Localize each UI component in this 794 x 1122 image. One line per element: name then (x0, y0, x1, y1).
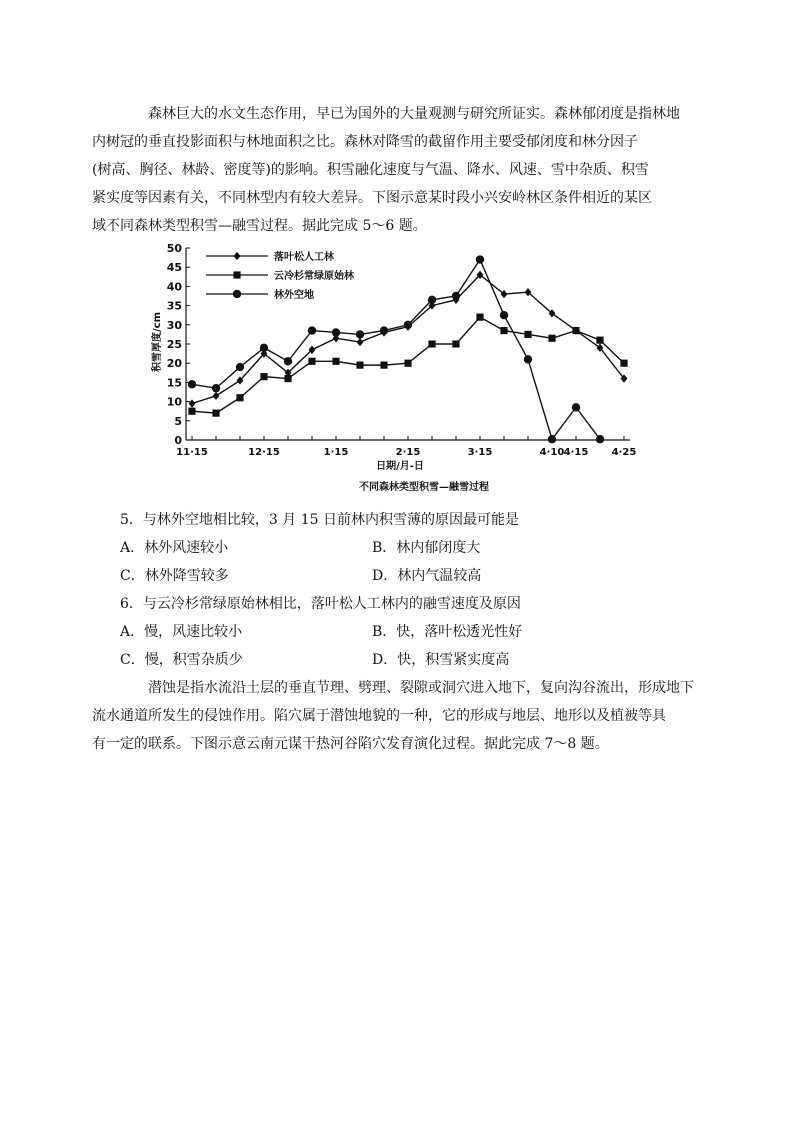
intro1-line: 域不同森林类型积雪—融雪过程。据此完成 5～6 题。 (92, 218, 427, 234)
data-point-circle (284, 357, 292, 365)
data-point-square (212, 410, 219, 417)
intro1-line: 紧实度等因素有关，不同林型内有较大差异。下图示意某时段小兴安岭林区条件相近的某区 (92, 190, 652, 206)
x-tick-label: 11·15 (176, 447, 208, 458)
x-tick-label: 3·15 (467, 447, 493, 458)
question-5-stem: 5．与林外空地相比较，3 月 15 日前林内积雪薄的原因最可能是 (120, 512, 519, 528)
data-point-circle (428, 296, 436, 304)
data-point-square (548, 335, 555, 342)
data-point-circle (596, 435, 604, 443)
data-point-circle (548, 435, 556, 443)
y-tick-label: 15 (166, 376, 182, 390)
intro-paragraph-2 (92, 674, 694, 758)
data-point-circle (452, 292, 460, 300)
y-tick-label: 25 (166, 338, 182, 351)
legend-label: 林外空地 (274, 290, 314, 301)
series-line (192, 260, 600, 440)
intro2-line: 有一定的联系。下图示意云南元谋干热河谷陷穴发育演化过程。据此完成 7～8 题。 (92, 736, 609, 752)
data-point-square (428, 340, 435, 347)
intro2-line: 流水通道所发生的侵蚀作用。陷穴属于潜蚀地貌的一种，它的形成与地层、地形以及植被等具 (92, 708, 666, 724)
data-point-square (404, 360, 411, 367)
intro2-line: 潜蚀是指水流沿土层的垂直节理、劈理、裂隙或洞穴进入地下，复向沟谷流出，形成地下 (148, 680, 694, 696)
q6-option-d[interactable]: D．快，积雪紧实度高 (372, 652, 510, 668)
data-point-square (188, 408, 195, 415)
intro1-line: (树高、胸径、林龄、密度等)的影响。积雪融化速度与气温、降水、风速、雪中杂质、积雪 (92, 162, 649, 178)
y-tick-label: 35 (166, 299, 182, 313)
intro1-line: 森林巨大的水文生态作用，早已为国外的大量观测与研究所证实。森林郁闭度是指林地 (148, 106, 680, 122)
x-tick-label: 1·15 (323, 447, 349, 458)
data-point-diamond (501, 290, 508, 298)
data-point-square (572, 327, 579, 334)
x-tick-label: 4·15 (563, 447, 589, 458)
data-point-circle (236, 363, 244, 371)
y-axis-label: 积雪厚度/cm (152, 312, 163, 372)
data-point-circle (380, 326, 388, 334)
intro-paragraph-1 (92, 100, 680, 240)
data-point-square (332, 358, 339, 365)
data-point-circle (212, 384, 220, 392)
chart-series (188, 255, 628, 443)
q6-option-c[interactable]: C．慢，积雪杂质少 (120, 652, 243, 668)
y-tick-label: 0 (174, 434, 182, 447)
y-tick-label: 10 (166, 395, 182, 409)
y-tick-label: 30 (166, 318, 182, 332)
question-6-stem: 6．与云冷杉常绿原始林相比，落叶松人工林内的融雪速度及原因 (120, 596, 521, 612)
snow-depth-chart (150, 240, 650, 496)
data-point-circle (260, 344, 268, 352)
data-point-diamond (234, 252, 241, 260)
data-point-square (380, 362, 387, 369)
q6-option-a[interactable]: A．慢，风速比较小 (120, 624, 243, 640)
data-point-circle (188, 380, 196, 388)
data-point-square (620, 360, 627, 367)
data-point-square (596, 337, 603, 344)
q5-option-a[interactable]: A．林外风速较小 (120, 540, 229, 556)
data-point-circle (500, 311, 508, 319)
q5-option-c[interactable]: C．林外降雪较多 (120, 568, 229, 584)
x-tick-label: 2·15 (395, 447, 421, 458)
q6-option-b[interactable]: B．快，落叶松透光性好 (372, 624, 523, 640)
legend-label: 云冷杉常绿原始林 (274, 271, 354, 282)
data-point-circle (356, 330, 364, 338)
x-tick-label: 4·10 (539, 447, 565, 458)
data-point-square (524, 331, 531, 338)
data-point-circle (332, 328, 340, 336)
x-axis-label: 日期/月-日 (376, 461, 424, 472)
data-point-diamond (189, 399, 196, 407)
y-tick-label: 45 (166, 261, 182, 275)
chart-legend (206, 250, 355, 301)
y-tick-label: 50 (166, 242, 182, 255)
data-point-square (452, 340, 459, 347)
data-point-square (476, 314, 483, 321)
data-point-square (308, 358, 315, 365)
data-point-square (356, 362, 363, 369)
intro1-line: 内树冠的垂直投影面积与林地面积之比。森林对降雪的截留作用主要受郁闭度和林分因子 (92, 134, 638, 150)
data-point-circle (476, 255, 484, 263)
data-point-square (500, 327, 507, 334)
q5-option-b[interactable]: B．林内郁闭度大 (372, 540, 481, 556)
data-point-circle (233, 290, 241, 298)
x-tick-label: 12·15 (248, 447, 280, 458)
x-tick-label: 4·25 (611, 447, 637, 458)
series-circle (188, 255, 604, 443)
y-tick-label: 40 (166, 280, 182, 294)
data-point-diamond (357, 338, 364, 346)
y-tick-label: 20 (166, 357, 182, 371)
data-point-circle (524, 355, 532, 363)
q5-option-d[interactable]: D．林内气温较高 (372, 568, 482, 584)
chart-title: 不同森林类型积雪—融雪过程 (359, 482, 489, 493)
data-point-circle (404, 321, 412, 329)
data-point-square (260, 373, 267, 380)
data-point-square (233, 271, 240, 278)
y-tick-label: 5 (174, 414, 182, 428)
series-diamond (189, 271, 628, 408)
data-point-circle (572, 403, 580, 411)
data-point-square (236, 394, 243, 401)
data-point-circle (308, 326, 316, 334)
legend-label: 落叶松人工林 (274, 252, 334, 263)
data-point-diamond (213, 392, 220, 400)
data-point-square (284, 375, 291, 382)
